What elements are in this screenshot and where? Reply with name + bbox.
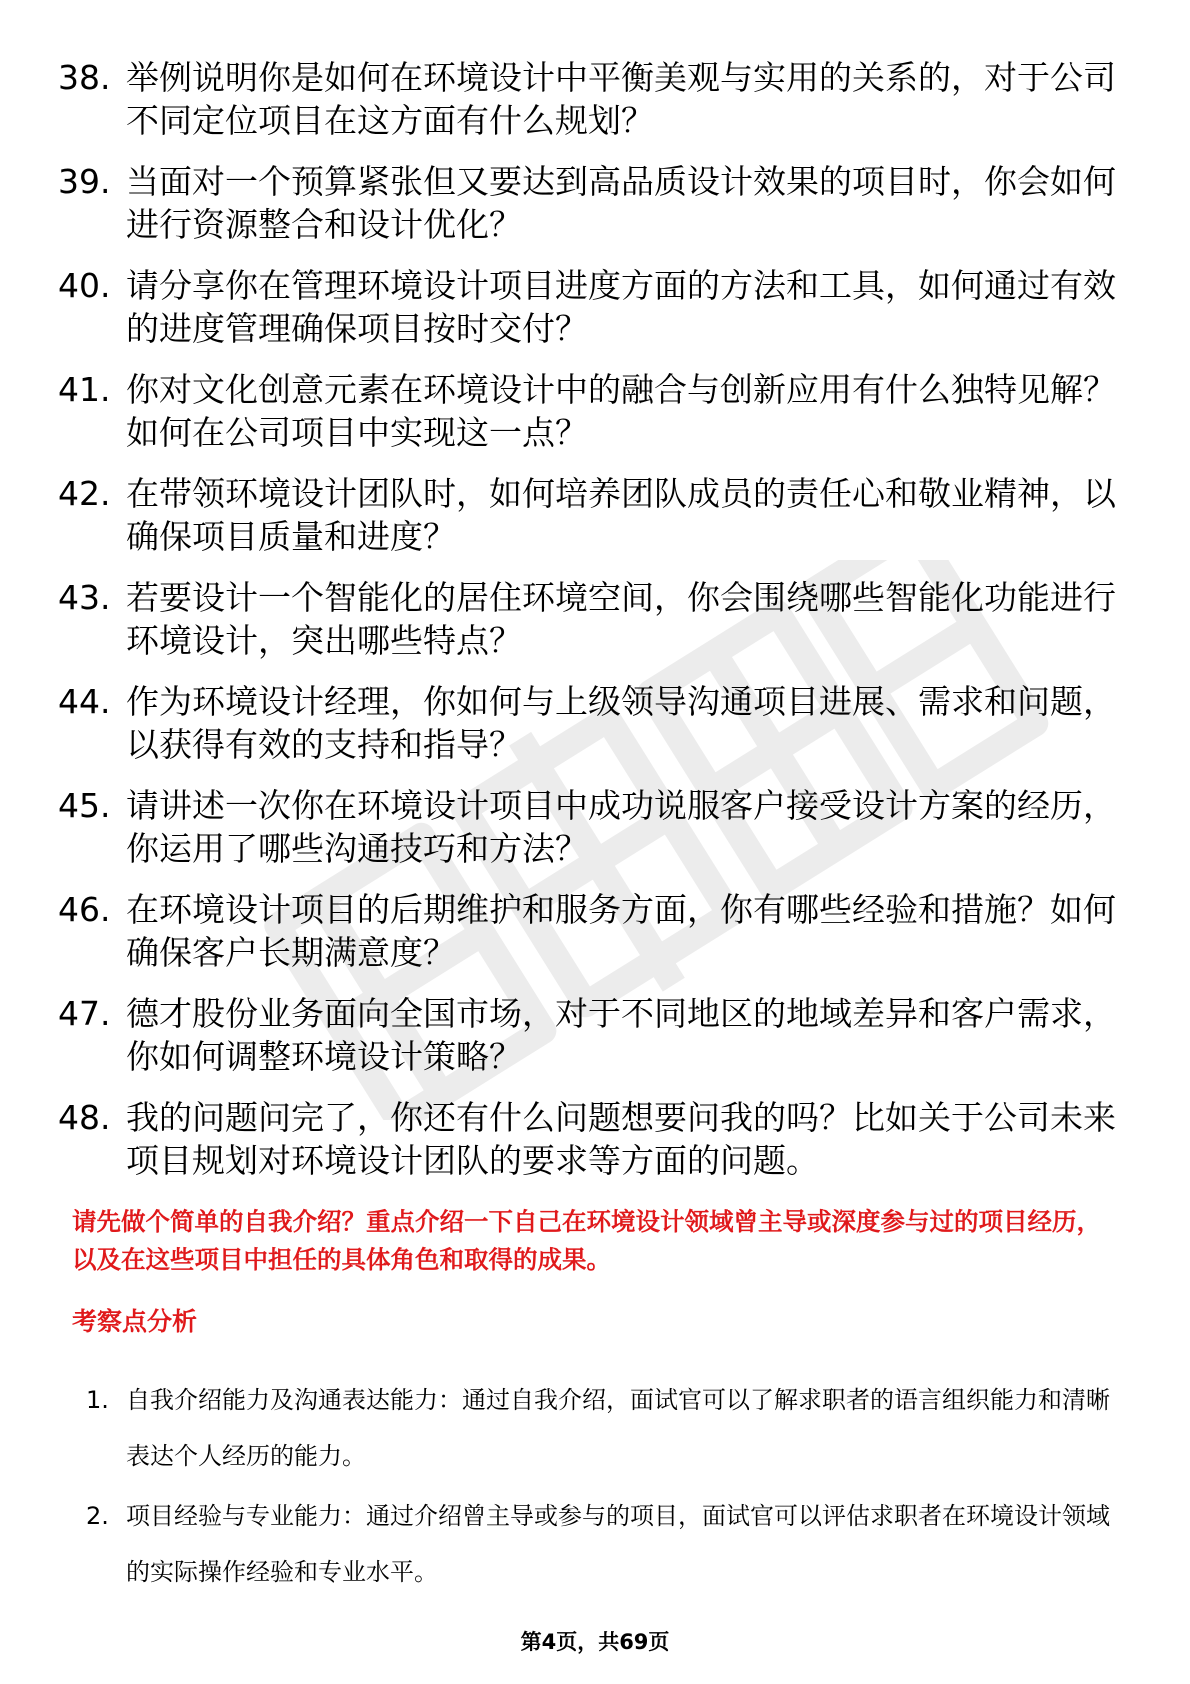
question-text: 当面对一个预算紧张但又要达到高品质设计效果的项目时，你会如何进行资源整合和设计优化？ bbox=[126, 162, 1116, 244]
question-text: 在带领环境设计团队时，如何培养团队成员的责任心和敬业精神，以确保项目质量和进度？ bbox=[126, 474, 1116, 556]
question-text: 请分享你在管理环境设计项目进度方面的方法和工具，如何通过有效的进度管理确保项目按时交付？ bbox=[126, 266, 1116, 348]
question-number: 44. bbox=[58, 682, 111, 721]
question-item bbox=[0, 576, 1190, 662]
question-text: 德才股份业务面向全国市场，对于不同地区的地域差异和客户需求，你如何调整环境设计策略？ bbox=[126, 994, 1116, 1076]
question-text: 在环境设计项目的后期维护和服务方面，你有哪些经验和措施？如何确保客户长期满意度？ bbox=[126, 890, 1116, 972]
question-item bbox=[0, 992, 1190, 1078]
analysis-item bbox=[0, 1372, 1190, 1488]
question-list bbox=[0, 56, 1190, 1200]
question-text: 若要设计一个智能化的居住环境空间，你会围绕哪些智能化功能进行环境设计，突出哪些特点？ bbox=[126, 578, 1116, 660]
question-number: 45. bbox=[58, 786, 111, 825]
question-number: 41. bbox=[58, 370, 111, 409]
question-number: 38. bbox=[58, 58, 111, 97]
page-footer: 第4页，共69页 bbox=[520, 1630, 670, 1654]
question-item bbox=[0, 264, 1190, 350]
question-item bbox=[0, 888, 1190, 974]
question-text: 举例说明你是如何在环境设计中平衡美观与实用的关系的，对于公司不同定位项目在这方面有什么规划？ bbox=[126, 58, 1116, 140]
question-item bbox=[0, 160, 1190, 246]
question-number: 39. bbox=[58, 162, 111, 201]
question-item bbox=[0, 56, 1190, 142]
analysis-list bbox=[0, 1372, 1190, 1604]
analysis-text: 自我介绍能力及沟通表达能力：通过自我介绍，面试官可以了解求职者的语言组织能力和清晰表达个人经历的能力。 bbox=[126, 1386, 1110, 1470]
question-text: 请讲述一次你在环境设计项目中成功说服客户接受设计方案的经历，你运用了哪些沟通技巧和方法？ bbox=[126, 786, 1116, 868]
question-item bbox=[0, 680, 1190, 766]
analysis-text: 项目经验与专业能力：通过介绍曾主导或参与的项目，面试官可以评估求职者在环境设计领域的实际操作经验和专业水平。 bbox=[126, 1502, 1110, 1586]
highlighted-question: 请先做个简单的自我介绍？重点介绍一下自己在环境设计领域曾主导或深度参与过的项目经历，以及在这些项目中担任的具体角色和取得的成果。 bbox=[72, 1207, 1101, 1274]
question-item bbox=[0, 368, 1190, 454]
question-item bbox=[0, 784, 1190, 870]
question-item bbox=[0, 472, 1190, 558]
question-text: 你对文化创意元素在环境设计中的融合与创新应用有什么独特见解？如何在公司项目中实现这一点？ bbox=[126, 370, 1116, 452]
question-number: 48. bbox=[58, 1098, 111, 1137]
question-number: 40. bbox=[58, 266, 111, 305]
question-number: 46. bbox=[58, 890, 111, 929]
question-number: 42. bbox=[58, 474, 111, 513]
question-item bbox=[0, 1096, 1190, 1182]
analysis-heading: 考察点分析 bbox=[72, 1307, 198, 1336]
analysis-number: 1. bbox=[86, 1386, 109, 1414]
question-text: 我的问题问完了，你还有什么问题想要问我的吗？比如关于公司未来项目规划对环境设计团队的要求等方面的问题。 bbox=[126, 1098, 1116, 1180]
question-number: 47. bbox=[58, 994, 111, 1033]
analysis-number: 2. bbox=[86, 1502, 109, 1530]
question-text: 作为环境设计经理，你如何与上级领导沟通项目进展、需求和问题，以获得有效的支持和指导？ bbox=[126, 682, 1116, 764]
analysis-item bbox=[0, 1488, 1190, 1604]
question-number: 43. bbox=[58, 578, 111, 617]
